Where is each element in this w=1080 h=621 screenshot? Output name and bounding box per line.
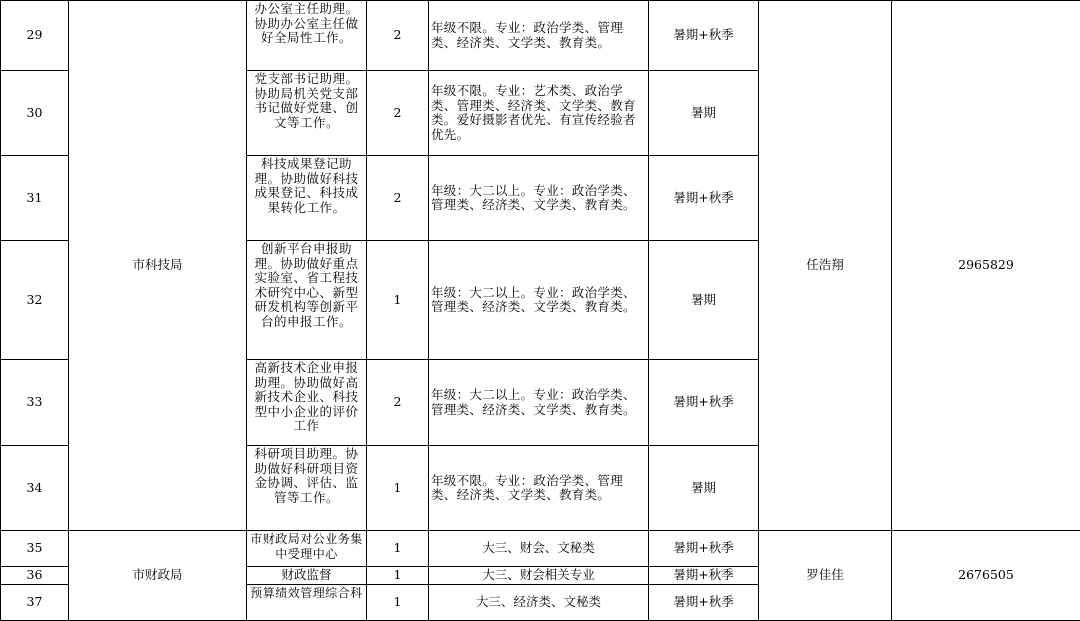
period-cell: 暑期+秋季 — [649, 360, 759, 446]
count-cell: 1 — [367, 446, 429, 531]
period-cell: 暑期 — [649, 71, 759, 156]
requirement-cell: 大三、经济类、文秘类 — [429, 585, 649, 621]
period-cell: 暑期+秋季 — [649, 156, 759, 241]
requirement-text: 年级：大二以上。专业：政治学类、管理类、经济类、文学类、教育类。 — [431, 184, 646, 213]
position-cell — [247, 446, 367, 531]
requirement-text: 年级：大二以上。专业：政治学类、管理类、经济类、文学类、教育类。 — [431, 388, 646, 417]
unit-cell: 市科技局 — [69, 1, 247, 531]
phone-cell: 2676505 — [892, 531, 1080, 621]
contact-cell: 任浩翔 — [759, 1, 892, 531]
position-cell — [247, 585, 367, 621]
row-number: 29 — [1, 1, 69, 71]
requirement-cell: 大三、财会相关专业 — [429, 567, 649, 585]
count-cell: 1 — [367, 241, 429, 360]
count-cell: 2 — [367, 360, 429, 446]
period-cell: 暑期 — [649, 446, 759, 531]
row-number: 36 — [1, 567, 69, 585]
requirement-cell — [429, 156, 649, 241]
table-row — [1, 531, 1080, 567]
row-number: 33 — [1, 360, 69, 446]
requirement-cell — [429, 360, 649, 446]
row-number: 37 — [1, 585, 69, 621]
unit-cell: 市财政局 — [69, 531, 247, 621]
row-number: 34 — [1, 446, 69, 531]
requirement-cell — [429, 71, 649, 156]
position-cell — [247, 241, 367, 360]
position-text: 科研项目助理。协助做好科研项目资金协调、评估、监管等工作。 — [249, 446, 364, 505]
requirement-text: 年级：大二以上。专业：政治学类、管理类、经济类、文学类、教育类。 — [431, 286, 646, 315]
count-cell: 1 — [367, 585, 429, 621]
count-cell: 1 — [367, 567, 429, 585]
position-text: 市财政局对公业务集中受理中心 — [249, 531, 364, 561]
position-text: 办公室主任助理。协助办公室主任做好全局性工作。 — [249, 1, 364, 46]
requirement-text: 年级不限。专业：艺术类、政治学类、管理类、经济类、文学类、教育类。爱好摄影者优先、有宣传经验者优先。 — [431, 84, 646, 142]
count-cell: 2 — [367, 71, 429, 156]
position-text: 高新技术企业申报助理。协助做好高新技术企业、科技型中小企业的评价工作 — [249, 360, 364, 434]
position-cell — [247, 360, 367, 446]
period-cell: 暑期 — [649, 241, 759, 360]
requirement-cell — [429, 446, 649, 531]
position-text: 创新平台申报助理。协助做好重点实验室、省工程技术研究中心、新型研发机构等创新平台的申报工作。 — [249, 241, 364, 329]
position-cell — [247, 71, 367, 156]
count-cell: 2 — [367, 156, 429, 241]
row-number: 32 — [1, 241, 69, 360]
position-text: 科技成果登记助理。协助做好科技成果登记、科技成果转化工作。 — [249, 156, 364, 215]
contact-cell: 罗佳佳 — [759, 531, 892, 621]
position-text: 预算绩效管理综合科 — [249, 585, 364, 601]
period-cell: 暑期+秋季 — [649, 585, 759, 621]
requirement-cell — [429, 241, 649, 360]
requirement-cell: 大三、财会、文秘类 — [429, 531, 649, 567]
position-cell — [247, 156, 367, 241]
row-number: 31 — [1, 156, 69, 241]
requirement-text: 年级不限。专业：政治学类、管理类、经济类、文学类、教育类。 — [431, 474, 646, 503]
count-cell: 2 — [367, 1, 429, 71]
period-cell: 暑期+秋季 — [649, 567, 759, 585]
table-row — [1, 1, 1080, 71]
position-cell — [247, 531, 367, 567]
position-cell — [247, 1, 367, 71]
phone-cell: 2965829 — [892, 1, 1080, 531]
requirement-cell — [429, 1, 649, 71]
row-number: 30 — [1, 71, 69, 156]
position-cell: 财政监督 — [247, 567, 367, 585]
period-cell: 暑期+秋季 — [649, 1, 759, 71]
position-text: 党支部书记助理。协助局机关党支部书记做好党建、创文等工作。 — [249, 71, 364, 130]
period-cell: 暑期+秋季 — [649, 531, 759, 567]
count-cell: 1 — [367, 531, 429, 567]
row-number: 35 — [1, 531, 69, 567]
requirement-text: 年级不限。专业：政治学类、管理类、经济类、文学类、教育类。 — [431, 21, 646, 50]
